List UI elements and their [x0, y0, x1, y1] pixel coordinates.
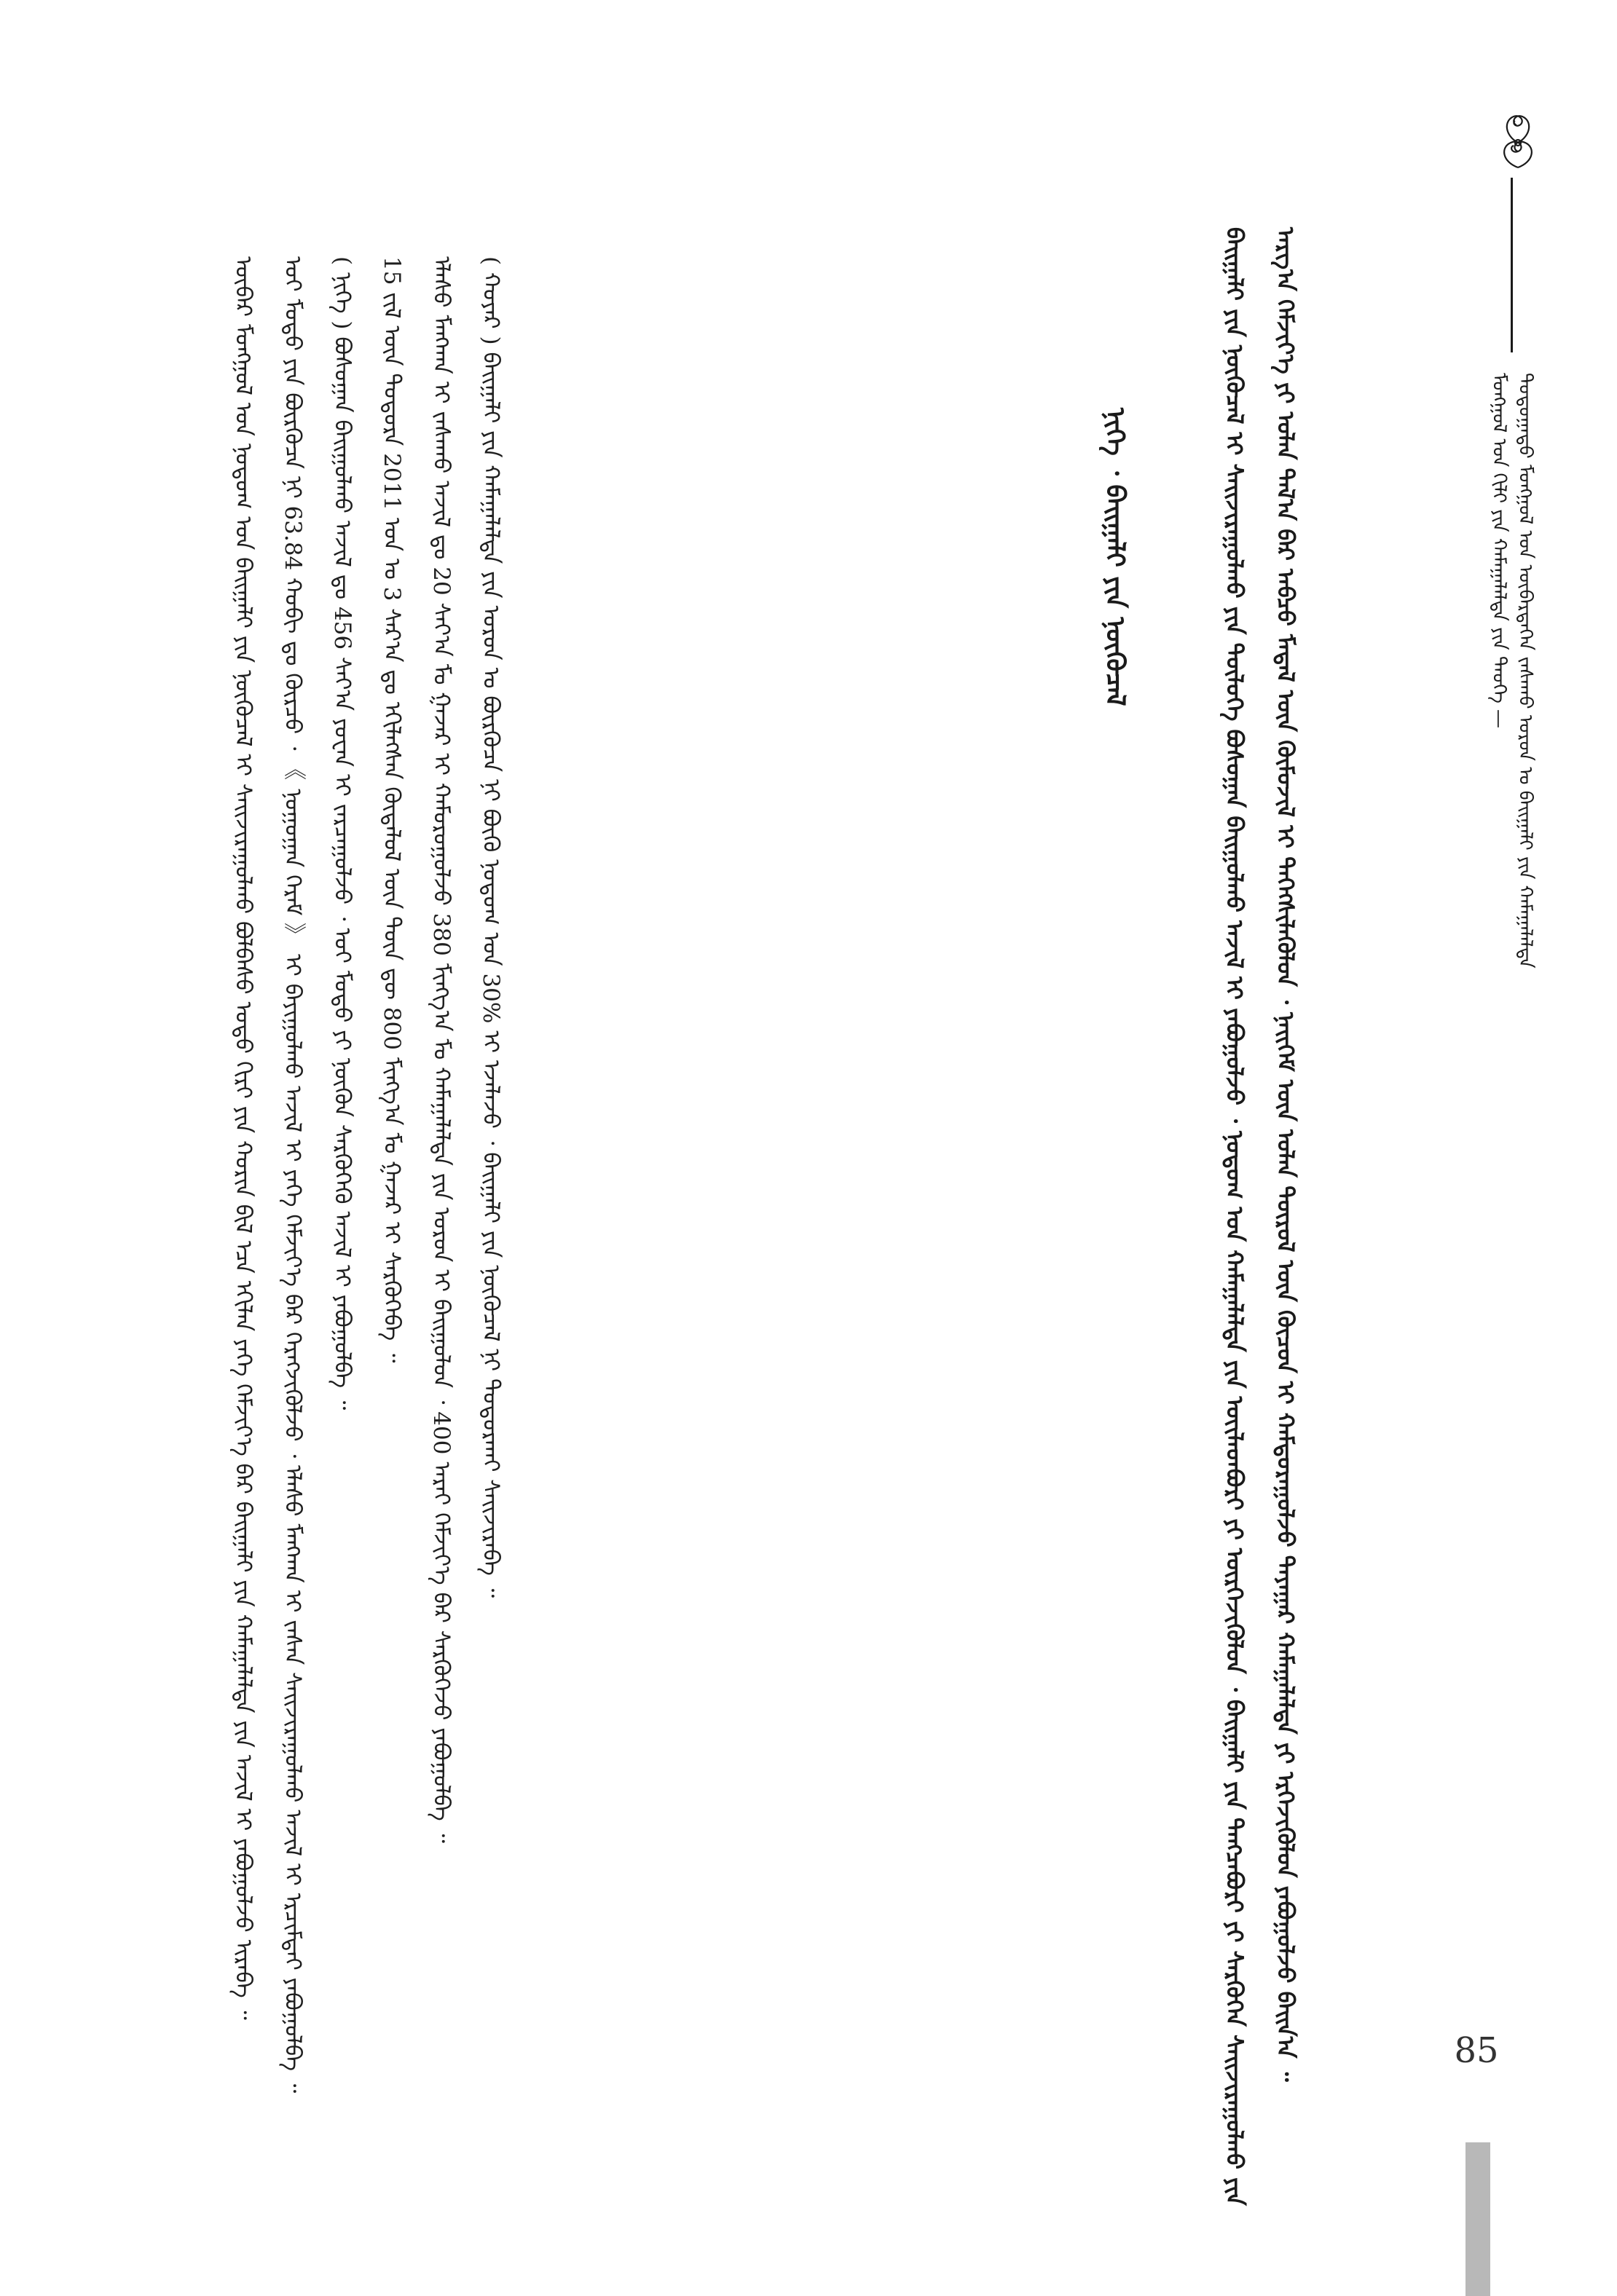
body-paragraph: ᠣᠢ ᠮᠣᠳᠤ ᠶᠢᠨ ᠪᠦᠷᠬᠦᠴᠡ ᠨᠢ 63.84 ᠬᠤᠪᠢ ᠳᠤ ᠬᠦᠷᠴᠦ ᠂ 《 ᠨᠤᠭᠤᠭᠠᠨ ᠬᠡᠷᠡᠮ 》 ᠢ ᠪᠠᠶᠢᠭᠤᠯᠬᠤ ᠠᠵᠢᠯ ᠢ ᠶᠡᠬᠡ ᠬᠡᠮᠵᠢᠶ᠎ᠡ ᠪᠡᠷ ᠬᠡᠷᠡᠭᠵᠢᠭᠦᠯᠵᠦ ᠂ ᠡᠯᠡᠰᠦ ᠮᠠᠩᠬᠠᠨ ᠢ ᠵᠠᠰᠠᠨ ᠰᠠᠢᠵᠢᠷᠠᠭᠤᠯᠬᠤ ᠠᠵᠢᠯ ᠢ ᠡᠷᠴᠢᠮᠲᠡᠢ ᠶᠠᠪᠤᠭᠤᠯᠪᠠ ᠃ [280, 256, 306, 2094]
body-paragraph: ᠡᠯᠡᠰᠦ ᠮᠠᠩᠬᠠᠨ ᠢ ᠵᠠᠰᠠᠬᠤ ᠠᠵᠢᠯ ᠳᠤ 20 ᠰᠠᠶ᠎ᠠ ᠮᠤ ᠭᠠᠵᠠᠷ ᠢ ᠬᠠᠮᠤᠷᠤᠭᠤᠯᠵᠤ 380 ᠮᠢᠩᠭ᠎ᠠ ᠮᠤ ᠬᠠᠮᠠᠭᠠᠯᠠᠯᠲᠠ ᠶᠢᠨ ᠣᠷᠤᠨ ᠢ ᠪᠠᠢᠭᠤᠯᠤᠨ ᠂ 400 ᠠᠷᠠᠢ ᠬᠡᠮᠵᠢᠶ᠎ᠡ ᠪᠡᠷ ᠰᠡᠷᠭᠦᠭᠡᠵᠦ ᠶᠠᠪᠤᠭᠤᠯᠪᠠ ᠃ [428, 256, 455, 1843]
body-paragraph: ( ᠨᠢᠭᠡ ) ᠪᠣᠰᠣᠭᠠᠨ ᠪᠠᠢᠭᠤᠯᠬᠤ ᠠᠵᠢᠯ ᠳᠤ 456 ᠰᠠᠶ᠎ᠠ ᠶᠤᠸᠠᠨ ᠢ ᠵᠠᠷᠴᠠᠭᠤᠯᠵᠤ ᠂ ᠣᠢ ᠮᠣᠳᠤ ᠶᠢ ᠨᠥᠬᠥᠨ ᠰᠡᠷᠭᠦᠭᠡᠬᠦ ᠠᠵᠢᠯ ᠢ ᠶᠠᠪᠤᠭᠤᠯᠪᠠ ᠃ [329, 256, 355, 1411]
thumb-tab [1465, 2142, 1490, 2296]
body-paragraph: ( ᠬᠣᠶᠠᠷ ) ᠪᠠᠢᠭᠠᠯᠢ ᠶᠢᠨ ᠬᠠᠮᠠᠭᠠᠯᠠᠯᠲᠠ ᠶᠢᠨ ᠣᠷᠤᠨ ᠤ ᠪᠦᠷᠬᠦᠴᠡ ᠨᠢ ᠪᠦᠬᠦ ᠨᠤᠲᠤᠭ ᠤᠨ 30% ᠢ ᠡᠵᠡᠯᠡᠵᠦ ᠂ ᠪᠠᠢᠭᠠᠯᠢ ᠶᠢᠨ ᠨᠥᠬᠥᠴᠡᠯ ᠨᠢ ᠲᠣᠳᠣᠷᠬᠠᠢ ᠰᠠᠢᠵᠢᠷᠠᠪᠠ ᠃ [478, 256, 504, 1598]
running-header: ᠮᠣᠩᠭᠣᠯ ᠤᠨ ᠬᠢᠯᠢ ᠶᠢᠨ ᠬᠠᠮᠠᠭᠠᠯᠠᠯᠲᠠ ᠶᠢᠨ ᠲᠡᠦᠬᠡ — ᠳᠣᠲᠣᠭᠠᠳᠤ ᠮᠣᠩᠭᠣᠯ ᠤᠨ ᠥᠪᠡᠷᠲᠡᠭᠡᠨ ᠵᠠᠰᠠᠬᠤ ᠣᠷᠤᠨ ᠤ ᠪᠠᠢᠭᠠᠯᠢ ᠶᠢᠨ ᠬᠠᠮᠠᠭᠠᠯᠠᠯᠲᠠ [1486, 373, 1538, 968]
header-rule [1511, 178, 1513, 352]
body-paragraph: ᠥᠪᠡᠷ ᠮᠣᠩᠭᠣᠯ ᠤᠨ ᠨᠤᠲᠤᠭ ᠤᠨ ᠪᠠᠢᠭᠠᠯᠢ ᠶᠢᠨ ᠨᠥᠬᠥᠴᠡᠯ ᠢ ᠰᠠᠢᠵᠢᠷᠠᠭᠤᠯᠬᠤ ᠪᠣᠯᠪᠠᠰᠤ ᠣᠳᠣ ᠬᠢᠷᠢ ᠶᠢᠨ ᠬᠣᠷᠢᠨ ᠪᠢᠯ ᠡᠴᠡ ᠡᠬᠢᠯᠡᠨ ᠶᠡᠬᠡ ᠬᠡᠮᠵᠢᠶ᠎ᠡ ᠪᠡᠷ ᠪᠠᠢᠭᠠᠯᠢ ᠶᠢᠨ ᠬᠠᠮᠠᠭᠠᠯᠠᠯᠲᠠ ᠶᠢᠨ ᠠᠵᠢᠯ ᠢ ᠶᠠᠪᠤᠭᠤᠯᠵᠤ ᠢᠷᠡᠪᠡ ᠃ [230, 256, 256, 2020]
page-number: 85 [1454, 2030, 1499, 2071]
running-title: ᠮᠣᠩᠭᠣᠯ ᠤᠨ ᠬᠢᠯᠢ ᠶᠢᠨ ᠬᠠᠮᠠᠭᠠᠯᠠᠯᠲᠠ ᠶᠢᠨ ᠲᠡᠦᠬᠡ [1488, 373, 1510, 703]
body-columns [219, 227, 1071, 2252]
body-paragraph: 15 ᠵᠢᠯ ᠦᠨ ᠳᠣᠲᠣᠷᠠ 2011 ᠣᠨ ᠤ 3 ᠰᠠᠷ᠎ᠠ ᠳᠤ ᠡᠬᠢᠯᠡᠭᠰᠡᠨ ᠬᠥᠳᠡᠯᠦᠯ ᠦᠨ ᠳᠦᠨ ᠳᠦ 800 ᠮᠢᠩᠭ᠎ᠠ ᠮᠤ ᠭᠠᠵᠠᠷ ᠢ ᠰᠡᠷᠭᠦᠭᠡᠪᠡ ᠃ [379, 256, 405, 1363]
scroll-flourish-icon [1487, 109, 1549, 170]
running-subtitle: ᠳᠣᠲᠣᠭᠠᠳᠤ ᠮᠣᠩᠭᠣᠯ ᠤᠨ ᠥᠪᠡᠷᠲᠡᠭᠡᠨ ᠵᠠᠰᠠᠬᠤ ᠣᠷᠤᠨ ᠤ ᠪᠠᠢᠭᠠᠯᠢ ᠶᠢᠨ ᠬᠠᠮᠠᠭᠠᠯᠠᠯᠲᠠ [1514, 373, 1536, 968]
intro-paragraph: ᠪᠠᠢᠭᠠᠯᠢ ᠶᠢᠨ ᠨᠥᠬᠥᠴᠡᠯ ᠢ ᠰᠠᠢᠵᠢᠷᠠᠭᠤᠯᠬᠤ ᠶᠢᠨ ᠲᠥᠯᠥᠭᠡ ᠪᠣᠰᠣᠭᠠᠨ ᠪᠠᠢᠭᠤᠯᠬᠤ ᠠᠵᠢᠯ ᠢ ᠶᠠᠪᠤᠭᠤᠯᠵᠤ ᠂ ᠨᠤᠲᠤᠭ ᠤᠨ ᠬᠠᠮᠠᠭᠠᠯᠠᠯᠲᠠ ᠶᠢᠨ ᠦᠢᠯᠡᠳᠪᠦᠷᠢ ᠶᠢ ᠥᠷᠭᠡᠵᠢᠭᠦᠯᠦᠨ ᠂ ᠪᠠᠢᠭᠠᠯᠢ ᠶᠢᠨ ᠲᠡᠩᠴᠡᠪᠤᠷᠢ ᠶᠢ ᠰᠡᠷᠭᠦᠭᠡᠨ ᠰᠠᠢᠵᠢᠷᠠᠭᠤᠯᠬᠤ ᠶᠢᠨ ᠠᠷᠭ᠎ᠠ ᠬᠡᠮᠵᠢᠶ᠎ᠡ ᠶᠢ ᠣᠯᠠᠨ ᠲᠠᠯ᠎ᠠ ᠪᠠᠷ ᠠᠪᠴᠤ ᠮᠡᠳᠡᠯ ᠦᠨ ᠬᠦᠮᠦᠵᠢᠯ ᠢ ᠳᠡᠭᠡᠭᠰᠢᠯᠡᠭᠦᠯᠦᠨ ᠂ ᠨᠡᠢᠭᠡᠮ ᠦᠨ ᠣᠯᠠᠨ ᠲᠥᠷᠥᠯ ᠦᠨ ᠬᠦᠴᠦᠨ ᠢ ᠬᠠᠮᠲᠤᠷᠠᠭᠤᠯᠵᠤ ᠳᠠᠶᠠᠭᠠᠷ ᠬᠠᠮᠠᠭᠠᠯᠠᠯᠲᠠ ᠶᠢ ᠡᠷᠭᠡᠵᠢᠭᠦᠯᠦᠨ ᠶᠠᠪᠤᠭᠤᠯᠵᠤ ᠪᠠᠢᠨ᠎ᠠ ᠃ [1221, 227, 1299, 2206]
section-heading: ᠨᠢᠭᠡ ᠂ ᠪᠠᠢᠭᠠᠯᠢ ᠶᠢᠨ ᠨᠥᠬᠥᠴᠡᠯ [1100, 408, 1130, 706]
